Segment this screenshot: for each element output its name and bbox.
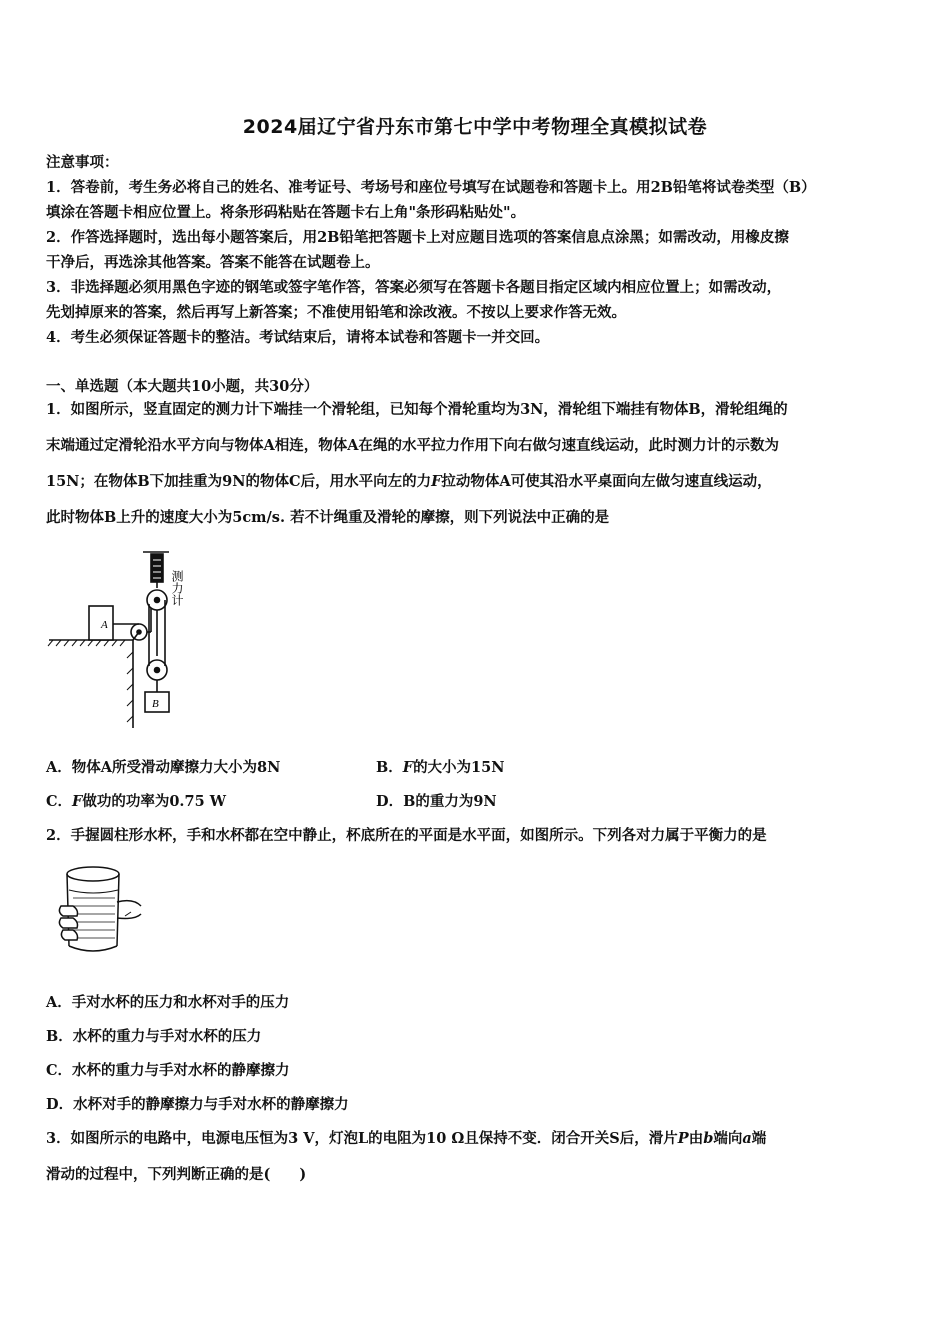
label-a: A <box>101 619 108 631</box>
q1-line-text: 拉动物体A可使其沿水平桌面向左做匀速直线运动， <box>441 473 772 490</box>
q3-text: 3．如图所示的电路中，电源电压恒为3 V，灯泡L的电阻为10 Ω且保持不变．闭合开关S后，滑片 <box>46 1130 678 1147</box>
q1-line <box>46 464 908 500</box>
page-title: 2024届辽宁省丹东市第七中学中考物理全真模拟试卷 <box>242 116 708 138</box>
notes-line: 先划掉原来的答案，然后再写上新答案；不准使用铅笔和涂改液。不按以上要求作答无效。 <box>46 304 626 321</box>
section-heading: 一、单选题（本大题共10小题，共30分） <box>46 378 319 395</box>
table-hatch <box>48 640 125 646</box>
q1-option-d[interactable]: D．B的重力为9N <box>376 793 497 810</box>
notes-line: 干净后，再选涂其他答案。答案不能答在试题卷上。 <box>46 254 380 271</box>
q1-option-c-prefix: C． <box>46 793 73 810</box>
q1-line: 1．如图所示，竖直固定的测力计下端挂一个滑轮组，已知每个滑轮重均为3N，滑轮组下端挂有物体B，滑轮组绳的 <box>46 401 788 418</box>
q2-option-a[interactable]: A．手对水杯的压力和水杯对手的压力 <box>46 994 290 1011</box>
question-2-text: 2．手握圆柱形水杯，手和水杯都在空中静止，杯底所在的平面是水平面，如图所示。下列各对力属于平衡力的是 <box>46 827 767 844</box>
notes-line: 2．作答选择题时，选出每小题答案后，用2B铅笔把答题卡上对应题目选项的答案信息点涂黑；如需改动，用橡皮擦 <box>46 229 789 246</box>
var-f: F <box>431 473 442 490</box>
notes-line: 1．答卷前，考生务必将自己的姓名、准考证号、考场号和座位号填写在试题卷和答题卡上。用2B铅笔将试卷类型（B） <box>46 179 816 196</box>
q1-option-b-text: 的大小为15N <box>413 759 505 776</box>
q1-line-text: 15N；在物体B下加挂重为9N的物体C后，用水平向左的力 <box>46 473 432 490</box>
notes-section <box>46 150 908 350</box>
q1-option-a[interactable]: A．物体A所受滑动摩擦力大小为8N <box>46 759 281 776</box>
notes-line: 填涂在答题卡相应位置上。将条形码粘贴在答题卡右上角"条形码粘贴处"。 <box>46 204 526 221</box>
q1-option-c-text: 做功的功率为0.75 W <box>82 793 226 810</box>
q1-line: 此时物体B上升的速度大小为5cm/s. 若不计绳重及滑轮的摩擦，则下列说法中正确的是 <box>46 509 610 526</box>
label-meter: 测力计 <box>170 570 184 606</box>
q2-option-d[interactable]: D．水杯对手的静摩擦力与手对水杯的静摩擦力 <box>46 1096 349 1113</box>
var-p: P <box>677 1130 689 1147</box>
cup-bottom <box>69 946 117 951</box>
question-3-line-1 <box>46 1127 766 1148</box>
q2-option-b[interactable]: B．水杯的重力与手对水杯的压力 <box>46 1028 262 1045</box>
cup-rim <box>67 867 119 881</box>
q1-option-c[interactable] <box>46 790 226 811</box>
var-a: a <box>742 1130 752 1147</box>
question-3-line-2: 滑动的过程中，下列判断正确的是( ) <box>46 1166 307 1183</box>
q1-option-b-prefix: B． <box>376 759 403 776</box>
notes-line: 4．考生必须保证答题卡的整洁。考试结束后，请将本试卷和答题卡一并交回。 <box>46 329 550 346</box>
cup-figure <box>55 862 145 958</box>
q3-text: 由 <box>688 1130 704 1147</box>
water-shading <box>73 898 115 938</box>
notes-heading: 注意事项： <box>46 154 119 171</box>
pulley-figure <box>45 548 205 733</box>
label-b: B <box>152 698 159 710</box>
q1-line: 末端通过定滑轮沿水平方向与物体A相连，物体A在绳的水平拉力作用下向右做匀速直线运动，此时测力计的示数为 <box>46 437 779 454</box>
var-b: b <box>703 1130 714 1147</box>
q3-text: 端向 <box>713 1130 743 1147</box>
notes-line: 3．非选择题必须用黑色字迹的钢笔或签字笔作答，答案必须写在答题卡各题目指定区域内相应位置上；如需改动， <box>46 279 782 296</box>
var-f: F <box>402 759 414 776</box>
var-f: F <box>72 793 83 810</box>
q1-option-b[interactable] <box>376 756 505 777</box>
question-1 <box>46 392 908 536</box>
q2-option-c[interactable]: C．水杯的重力与手对水杯的静摩擦力 <box>46 1062 290 1079</box>
q3-text: 端 <box>751 1130 767 1147</box>
hand-outline <box>117 901 141 906</box>
